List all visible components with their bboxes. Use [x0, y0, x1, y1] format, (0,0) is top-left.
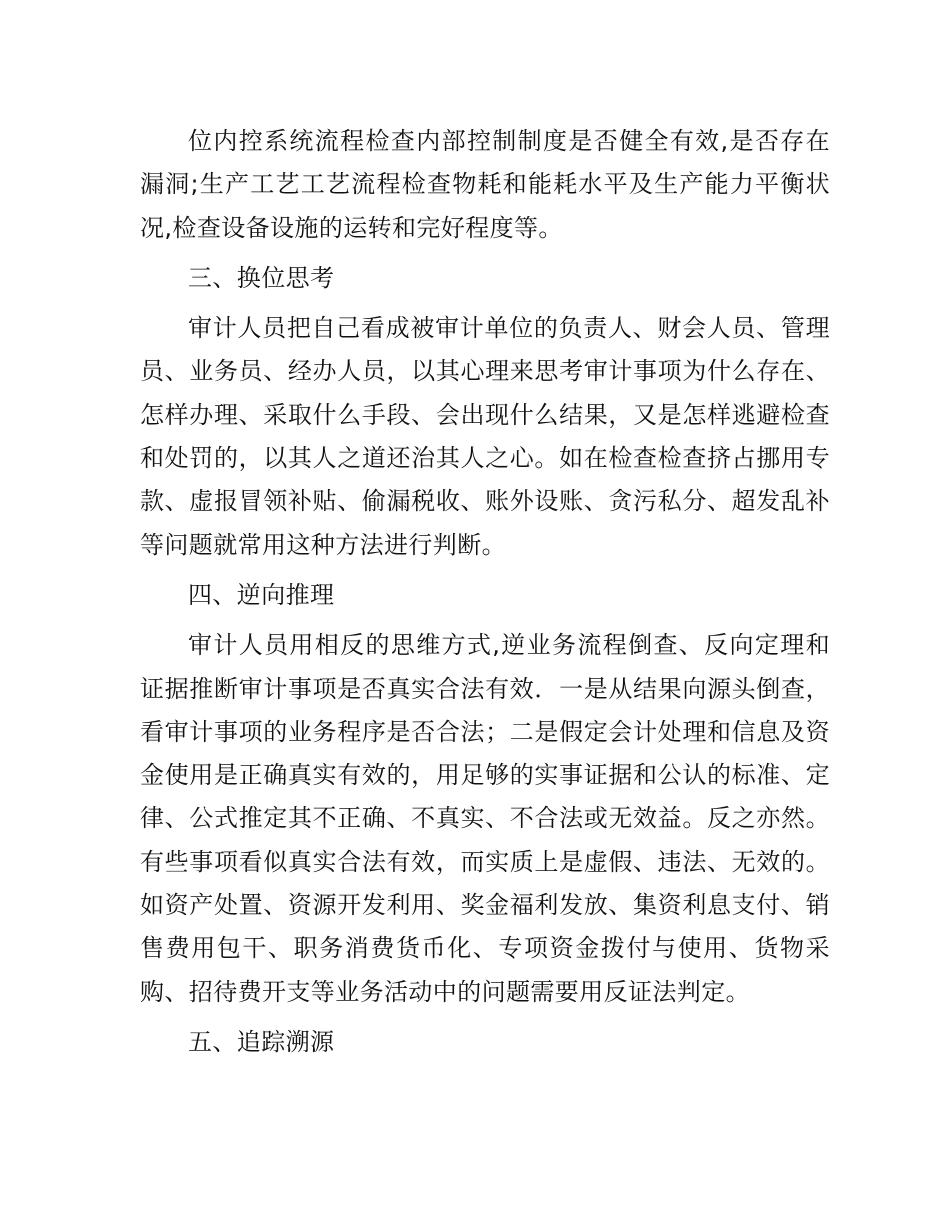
- paragraph-reverse-reasoning: 审计人员用相反的思维方式,逆业务流程倒查、反向定理和证据推断审计事项是否真实合法有效．一是从结果向源头倒查，看审计事项的业务程序是否合法；二是假定会计处理和信息及资金使用是正确真实有效的，用足够的实事证据和公认的标准、定律、公式推定其不正确、不真实、不合法或无效益。反之亦然。有些事项看似真实合法有效，而实质上是虚假、违法、无效的。如资产处置、资源开发利用、奖金福利发放、集资利息支付、销售费用包干、职务消费货币化、专项资金拨付与使用、货物采购、招待费开支等业务活动中的问题需要用反证法判定。: [140, 631, 830, 1006]
- heading-reverse-reasoning: 四、逆向推理: [188, 580, 335, 609]
- heading-trace-source: 五、追踪溯源: [188, 1027, 335, 1056]
- paragraph-perspective-taking: 审计人员把自己看成被审计单位的负责人、财会人员、管理员、业务员、经办人员，以其心理来思考审计事项为什么存在、怎样办理、采取什么手段、会出现什么结果，又是怎样逃避检查和处罚的，以其人之道还治其人之心。如在检查检查挤占挪用专款、虚报冒领补贴、偷漏税收、账外设账、贪污私分、超发乱补等问题就常用这种方法进行判断。: [140, 314, 830, 559]
- document-body: [140, 120, 830, 1064]
- paragraph-internal-control: 位内控系统流程检查内部控制制度是否健全有效,是否存在漏洞;生产工艺工艺流程检查物耗和能耗水平及生产能力平衡状况,检查设备设施的运转和完好程度等。: [140, 127, 830, 242]
- heading-perspective-taking: 三、换位思考: [188, 263, 335, 292]
